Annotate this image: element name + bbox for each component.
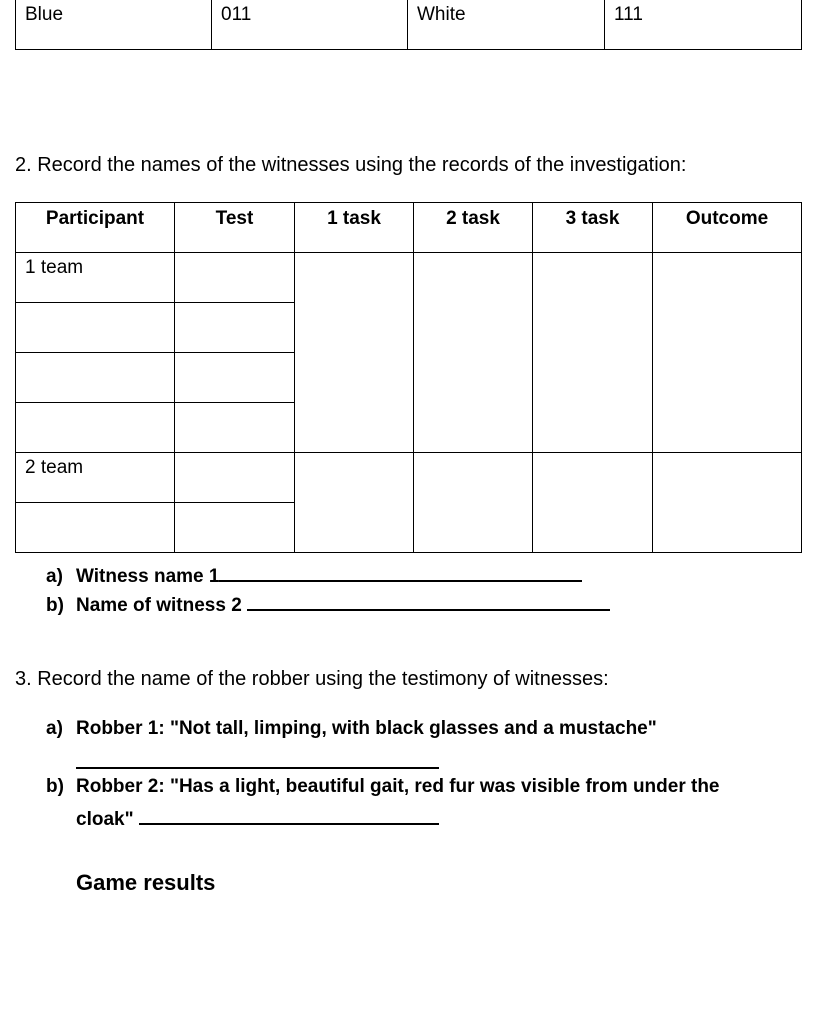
- blank-cell[interactable]: [175, 403, 295, 453]
- code-cell: 111: [605, 0, 802, 50]
- robber-2-item: [46, 776, 720, 798]
- color-cell: Blue: [16, 0, 212, 50]
- blank-cell[interactable]: [175, 303, 295, 353]
- table-row: [16, 253, 802, 303]
- section-3-heading: 3. Record the name of the robber using the testimony of witnesses:: [15, 668, 609, 690]
- game-results-heading: Game results: [76, 870, 216, 895]
- blank-cell[interactable]: [175, 353, 295, 403]
- table-row: [16, 453, 802, 503]
- blank-cell[interactable]: [295, 253, 414, 453]
- team-2-label: 2 team: [16, 453, 175, 503]
- blank-cell[interactable]: [175, 453, 295, 503]
- robber-2-text-line-1: Robber 2: "Has a light, beautiful gait, red fur was visible from under the: [76, 776, 720, 797]
- witness-2-item: [46, 591, 610, 617]
- table-row: [16, 0, 802, 50]
- list-marker: b): [46, 595, 64, 616]
- robber-1-text: Robber 1: "Not tall, limping, with black glasses and a mustache": [76, 718, 657, 739]
- blank-cell[interactable]: [653, 453, 802, 553]
- witness-1-answer-line[interactable]: [219, 562, 582, 582]
- blank-cell[interactable]: [533, 253, 653, 453]
- witness-1-item: [46, 562, 582, 588]
- blank-cell[interactable]: [16, 353, 175, 403]
- witness-2-label: Name of witness 2: [76, 595, 242, 616]
- color-cell: White: [408, 0, 605, 50]
- robber-1-item: [46, 718, 657, 740]
- witness-1-label: Witness name 1: [76, 566, 220, 587]
- list-marker: a): [46, 718, 63, 739]
- blank-cell[interactable]: [414, 453, 533, 553]
- color-code-table: [15, 0, 802, 50]
- header-task-2: 2 task: [414, 203, 533, 253]
- code-cell: 011: [212, 0, 408, 50]
- blank-cell[interactable]: [16, 303, 175, 353]
- blank-cell[interactable]: [175, 503, 295, 553]
- blank-cell[interactable]: [16, 503, 175, 553]
- robber-2-text-line-2: cloak": [76, 809, 134, 830]
- blank-cell[interactable]: [653, 253, 802, 453]
- robber-1-answer-line[interactable]: [76, 747, 439, 769]
- blank-cell[interactable]: [295, 453, 414, 553]
- header-participant: Participant: [16, 203, 175, 253]
- table-header-row: [16, 203, 802, 253]
- header-task-3: 3 task: [533, 203, 653, 253]
- section-2-heading: 2. Record the names of the witnesses using the records of the investigation:: [15, 154, 687, 176]
- robber-2-answer-line[interactable]: [139, 805, 439, 825]
- list-marker: b): [46, 776, 64, 797]
- header-test: Test: [175, 203, 295, 253]
- blank-cell[interactable]: [175, 253, 295, 303]
- witness-2-answer-line[interactable]: [247, 591, 610, 611]
- blank-cell[interactable]: [16, 403, 175, 453]
- blank-cell[interactable]: [414, 253, 533, 453]
- list-marker: a): [46, 566, 63, 587]
- robber-2-continuation: [76, 805, 439, 831]
- header-task-1: 1 task: [295, 203, 414, 253]
- blank-cell[interactable]: [533, 453, 653, 553]
- team-1-label: 1 team: [16, 253, 175, 303]
- header-outcome: Outcome: [653, 203, 802, 253]
- witness-table: [15, 202, 802, 553]
